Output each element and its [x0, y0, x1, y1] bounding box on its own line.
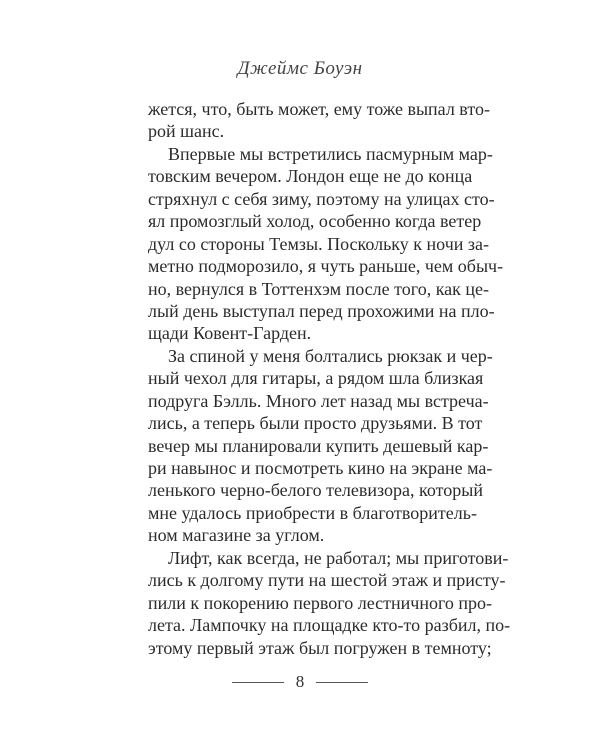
text-line: но, вернулся в Тоттенхэм после того, как це-	[148, 278, 490, 299]
paragraph	[148, 547, 511, 659]
text-line: жется, что, быть может, ему тоже выпал вто-	[148, 99, 490, 119]
footer-rule-right	[316, 682, 368, 683]
paragraph	[148, 98, 490, 143]
text-line: ный чехол для гитары, а рядом шла близкая	[148, 368, 484, 389]
text-line: ленького черно-белого телевизора, который	[148, 480, 483, 501]
page-footer	[0, 672, 600, 692]
text-line: лись к долгому пути на шестой этаж и присту-	[148, 570, 506, 591]
page-number: 8	[295, 672, 305, 691]
text-line: За спиной у меня болтались рюкзак и чер-	[168, 345, 493, 366]
text-line: лись, а теперь были просто друзьями. В тот	[148, 413, 483, 434]
text-line: пили к покорению первого лестничного про-	[148, 592, 493, 613]
footer-rule-left	[232, 682, 284, 683]
text-line: подруга Бэлль. Много лет назад мы встреча-	[148, 390, 489, 411]
running-header: Джеймс Боуэн	[237, 58, 363, 79]
text-line: этому первый этаж был погружен в темноту;	[148, 637, 492, 658]
text-line: стряхнул с себя зиму, поэтому на улицах сто-	[148, 188, 495, 209]
paragraph	[148, 143, 504, 345]
text-line: товским вечером. Лондон еще не до конца	[148, 166, 473, 187]
text-line: дул со стороны Темзы. Поскольку к ночи за-	[148, 233, 489, 254]
text-line: лета. Лампочку на площадке кто-то разбил, по-	[148, 615, 511, 636]
text-line: ри навынос и посмотреть кино на экране ма-	[148, 458, 493, 478]
text-line: ном магазине за углом.	[148, 525, 325, 546]
text-line: мне удалось приобрести в благотворитель-	[148, 502, 477, 523]
page-body	[148, 98, 511, 659]
text-line: лый день выступал перед прохожими на пло-	[148, 300, 495, 321]
text-line: ял промозглый холод, особенно когда ветер	[148, 211, 482, 232]
text-line: вечер мы планировали купить дешевый кар-	[148, 435, 489, 456]
text-line: Впервые мы встретились пасмурным мар-	[168, 143, 493, 164]
paragraph	[148, 345, 493, 547]
text-line: щади Ковент-Гарден.	[148, 323, 312, 344]
text-line: рой шанс.	[148, 121, 225, 142]
text-line: метно подморозило, я чуть раньше, чем обыч-	[148, 256, 504, 277]
text-line: Лифт, как всегда, не работал; мы приготови-	[168, 547, 509, 568]
